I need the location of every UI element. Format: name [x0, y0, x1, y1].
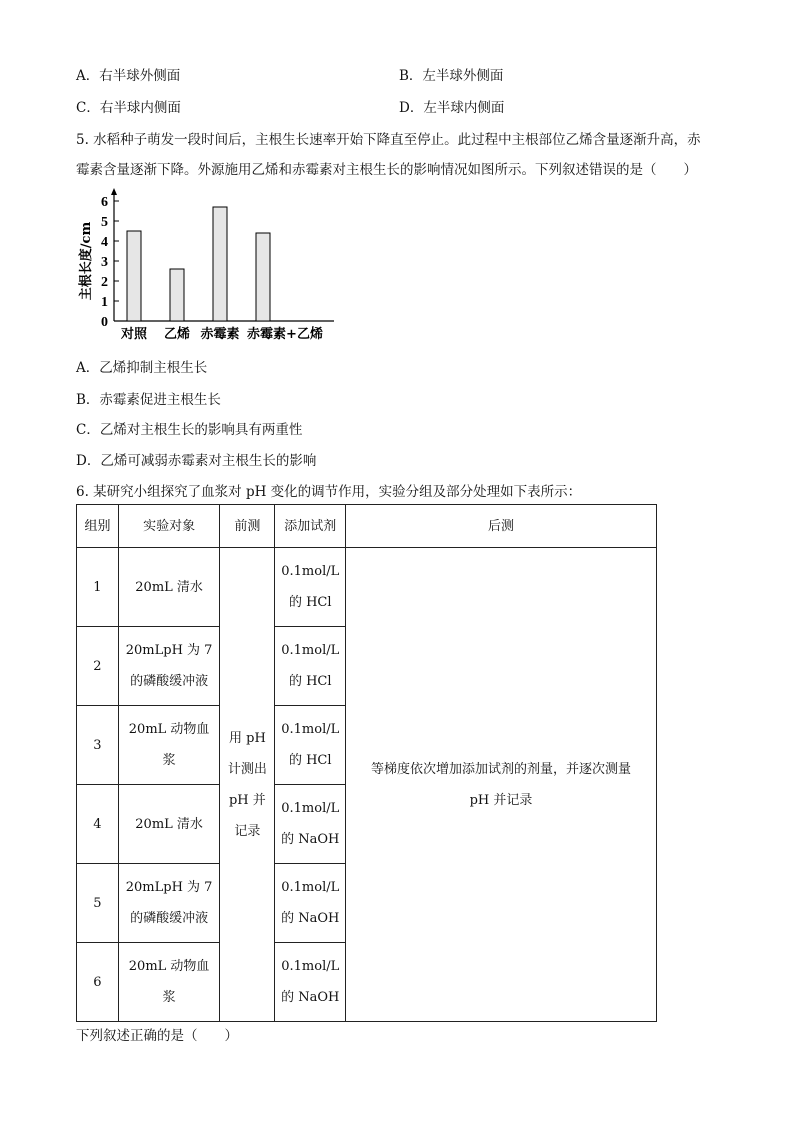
posttest-cell: 等梯度依次增加添加试剂的剂量，并逐次测量 pH 并记录 [346, 548, 657, 1022]
subject-cell: 20mL 动物血 浆 [118, 706, 219, 785]
q5-option-d: D．乙烯可减弱赤霉素对主根生长的影响 [76, 453, 317, 469]
y-tick-label: 4 [101, 235, 108, 250]
y-tick-label: 5 [101, 215, 108, 230]
prev-option-c: C．右半球内侧面 [76, 100, 181, 116]
table-header-row [77, 505, 657, 548]
q5-stem-line-2: 霉素含量逐渐下降。外源施用乙烯和赤霉素对主根生长的影响情况如图所示。下列叙述错误的是（ ） [76, 162, 697, 178]
x-tick-label: 对照 [120, 327, 148, 342]
reagent-cell: 0.1mol/L 的 NaOH [275, 943, 346, 1022]
bar-1 [127, 231, 141, 321]
prev-options-row-1 [76, 64, 716, 84]
y-tick-label: 6 [101, 195, 108, 210]
x-tick-label: 乙烯 [163, 327, 191, 342]
group-cell: 2 [77, 627, 119, 706]
bar-2 [170, 269, 184, 321]
header-posttest: 后测 [346, 505, 657, 548]
group-cell: 5 [77, 864, 119, 943]
q6-followup: 下列叙述正确的是（ ） [76, 1028, 238, 1044]
bar-4 [256, 233, 270, 321]
y-tick-label: 1 [101, 295, 108, 310]
reagent-cell: 0.1mol/L 的 NaOH [275, 785, 346, 864]
header-reagent: 添加试剂 [275, 505, 346, 548]
subject-cell: 20mL 清水 [118, 785, 219, 864]
bar-chart [72, 186, 342, 346]
bar-3 [213, 207, 227, 321]
q5-option-b: B．赤霉素促进主根生长 [76, 392, 221, 408]
experiment-table [76, 504, 657, 1022]
subject-cell: 20mLpH 为 7 的磷酸缓冲液 [118, 627, 219, 706]
group-cell: 4 [77, 785, 119, 864]
y-tick-label: 2 [101, 275, 108, 290]
subject-cell: 20mLpH 为 7 的磷酸缓冲液 [118, 864, 219, 943]
reagent-cell: 0.1mol/L 的 HCl [275, 548, 346, 627]
group-cell: 3 [77, 706, 119, 785]
y-tick-label: 0 [101, 315, 108, 330]
header-pretest: 前测 [220, 505, 275, 548]
prev-options-row-2 [76, 96, 716, 116]
header-group: 组别 [77, 505, 119, 548]
q5-option-a: A．乙烯抑制主根生长 [76, 360, 208, 376]
y-axis-arrow [111, 188, 117, 195]
prev-option-b: B．左半球外侧面 [399, 68, 504, 84]
prev-option-a: A．右半球外侧面 [76, 68, 181, 84]
x-tick-label: 赤霉素 [200, 327, 240, 342]
chart-labels [78, 195, 323, 342]
reagent-cell: 0.1mol/L 的 HCl [275, 627, 346, 706]
group-cell: 1 [77, 548, 119, 627]
y-axis-label: 主根长度/cm [79, 221, 94, 301]
group-cell: 6 [77, 943, 119, 1022]
table-row [77, 548, 657, 627]
chart-bars [127, 207, 270, 321]
q6-intro: 6. 某研究小组探究了血浆对 pH 变化的调节作用，实验分组及部分处理如下表所示： [76, 484, 582, 500]
q5-option-c: C．乙烯对主根生长的影响具有两重性 [76, 422, 303, 438]
subject-cell: 20mL 动物血 浆 [118, 943, 219, 1022]
subject-cell: 20mL 清水 [118, 548, 219, 627]
reagent-cell: 0.1mol/L 的 NaOH [275, 864, 346, 943]
x-tick-label: 赤霉素+乙烯 [247, 327, 323, 342]
header-subject: 实验对象 [118, 505, 219, 548]
q5-stem-line-1: 5. 水稻种子萌发一段时间后，主根生长速率开始下降直至停止。此过程中主根部位乙烯含量逐渐升高，赤 [76, 132, 701, 148]
pretest-cell: 用 pH 计测出 pH 并 记录 [220, 548, 275, 1022]
reagent-cell: 0.1mol/L 的 HCl [275, 706, 346, 785]
y-tick-label: 3 [101, 255, 108, 270]
prev-option-d: D．左半球内侧面 [399, 100, 505, 116]
